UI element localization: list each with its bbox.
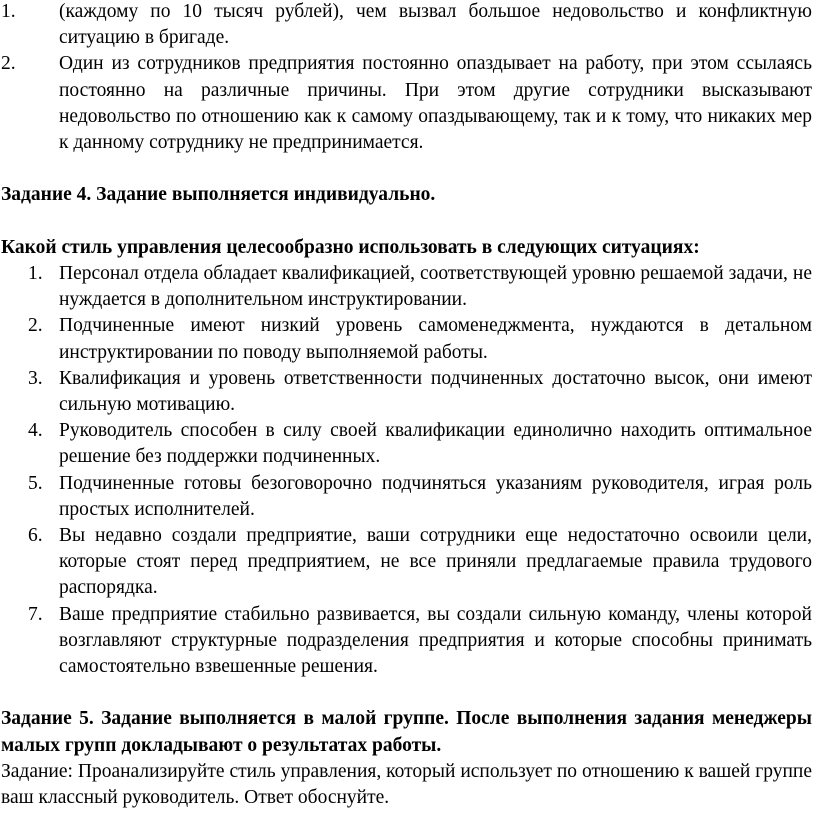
list-item-number: 7. [28,603,43,625]
list-item-number: 4. [28,420,43,442]
list-item-text: Вы недавно создали предприятие, ваши сотрудники еще недостаточно освоили цели, которые стоят перед предприятием, не все приняли предлагаемые правила трудового распорядка. [59,525,812,599]
spacer [0,156,816,182]
list-item [0,523,816,602]
task5-body: Задание: Проанализируйте стиль управления, который использует по отношению к вашей группе ваш классный руководитель. Ответ обоснуйте. [1,760,812,809]
list-item [0,471,816,523]
list-item [0,418,816,470]
list-item [0,0,816,51]
list-item-number: 3. [28,367,43,389]
list-item-text: (каждому по 10 тысяч рублей), чем вызвал большое недовольство и конфликтную ситуацию в бригаде. [59,1,812,49]
list-item-text: Квалификация и уровень ответственности подчиненных достаточно высок, они имеют сильную мотивацию. [59,367,812,416]
task4-question: Какой стиль управления целесообразно использовать в следующих ситуациях: [1,236,700,258]
list-item [0,313,816,365]
task4-list [0,261,816,680]
list-item [0,366,816,418]
list-item-text: Один из сотрудников предприятия постоянно опаздывает на работу, при этом ссылаясь постоянно на различные причины. При этом другие сотрудники высказывают недовольство по отношению как к самому опаздывающему, так и к тому, что никаких мер к данному сотруднику не предпринимается. [59,53,812,154]
list-item [0,602,816,681]
list-item-text: Подчиненные готовы безоговорочно подчиняться указаниям руководителя, играя роль простых исполнителей. [59,472,812,520]
list-item-text: Подчиненные имеют низкий уровень самоменеджмента, нуждаются в детальном инструктировании по поводу выполняемой работы. [59,315,812,363]
list-item-number: 5. [28,472,43,494]
list-item [0,51,816,156]
list-item-text: Ваше предприятие стабильно развивается, вы создали сильную команду, члены которой возглавляют структурные подразделения предприятия и которые способны принимать самостоятельно взвешенные решения. [59,603,812,678]
situation-list [0,0,816,156]
task4-heading: Задание 4. Задание выполняется индивидуально. [1,184,436,206]
list-item-number: 6. [28,525,43,547]
spacer [0,680,816,706]
list-item-number: 2. [28,315,43,337]
spacer [0,209,816,235]
task5-heading: Задание 5. Задание выполняется в малой группе. После выполнения задания менеджеры малых групп докладывают о результатах работы. [1,708,812,756]
list-item-text: Руководитель способен в силу своей квалификации единолично находить оптимальное решение без поддержки подчиненных. [59,420,812,468]
list-item-text: Персонал отдела обладает квалификацией, соответствующей уровню решаемой задачи, не нуждается в дополнительном инструктировании. [59,263,812,311]
list-item-number: 1. [1,1,16,22]
list-item [0,261,816,313]
list-item-number: 1. [28,263,43,284]
list-item-number: 2. [1,53,16,75]
